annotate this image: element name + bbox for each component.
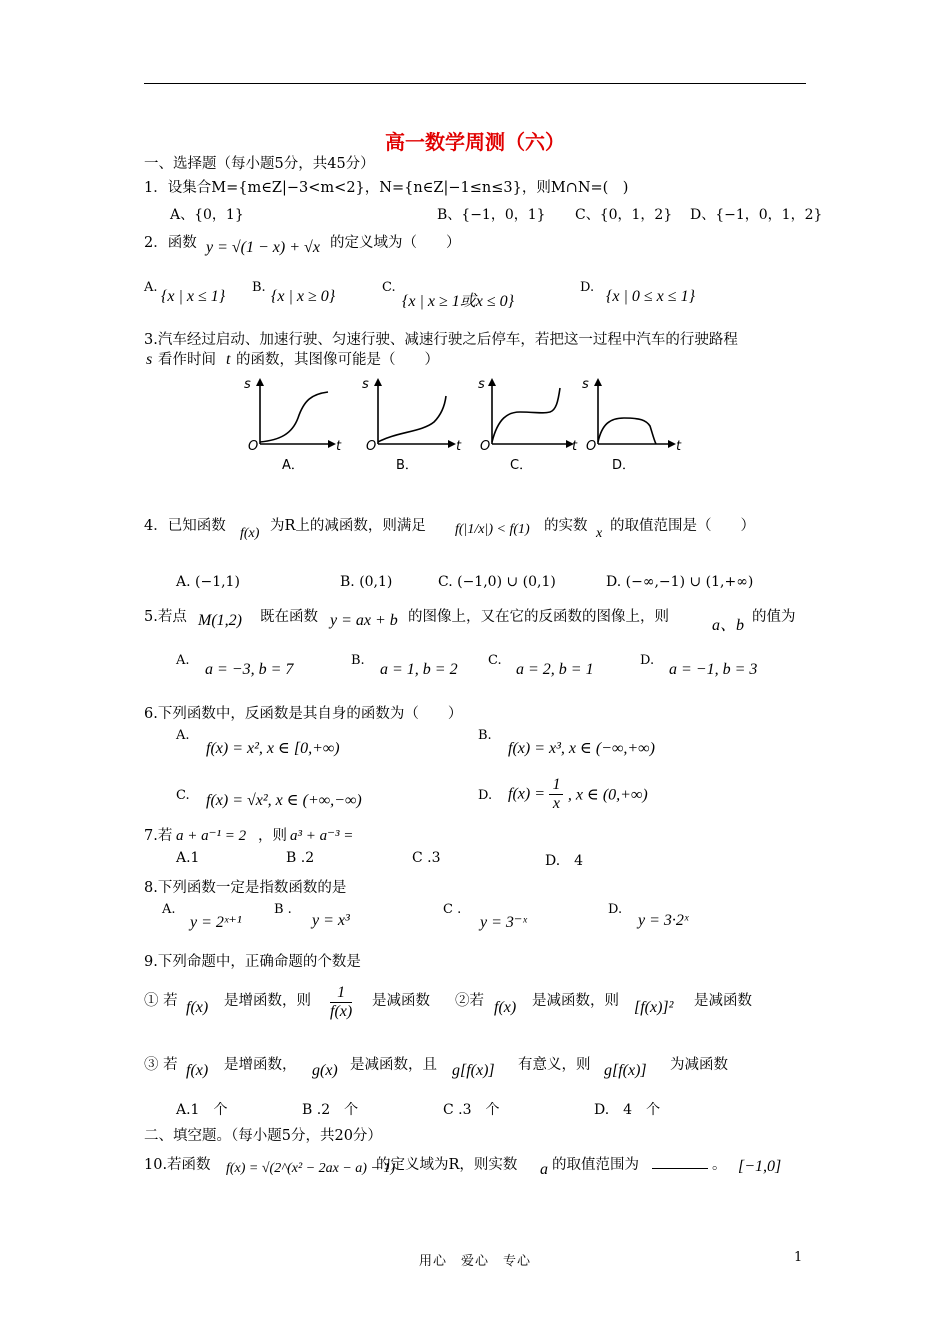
graph-a-label: A． (282, 458, 304, 473)
page-title: 高一数学周测（六） (385, 130, 565, 154)
question-1-option-a: A、{0，1} (170, 207, 244, 223)
question-9-option-a: A.1 个 (176, 1102, 228, 1118)
question-5-option-c: a = 2, b = 1 (516, 661, 594, 678)
question-8-label-d: D. (608, 902, 623, 917)
graph-b (362, 377, 462, 473)
question-1-option-b: B、{−1，0，1} (437, 207, 546, 223)
page-number: 1 (794, 1250, 803, 1265)
question-6-option-d-suffix: , x ∈ (0,+∞) (567, 786, 648, 804)
question-9-stem: 9.下列命题中，正确命题的个数是 (144, 954, 361, 970)
question-9-prop-3-e: 为减函数 (670, 1057, 728, 1073)
question-9-prop-1-c: 是减函数 (372, 993, 430, 1009)
question-6-label-a: A. (176, 728, 190, 743)
question-9-option-d: D. 4 个 (594, 1102, 661, 1118)
question-10-function: f(x) = √(2^(x² − 2ax − a) − 1) (226, 1161, 396, 1176)
question-9-prop-3-a: ③ 若 (144, 1057, 178, 1073)
question-7-option-a: A.1 (176, 850, 200, 866)
question-5-label-b: B. (351, 653, 365, 668)
question-6-option-a: f(x) = x², x ∈ [0,+∞) (206, 740, 340, 757)
graph-b-curve (378, 396, 446, 442)
question-1-option-c: C、{0，1，2} (575, 207, 673, 223)
graph-c (478, 377, 578, 473)
graph-a (244, 377, 342, 473)
graph-c-label: C． (510, 458, 533, 473)
page-footer: 用心 爱心 专心 (418, 1254, 531, 1269)
question-9-prop-3-fx: f(x) (186, 1062, 209, 1079)
graph-c-axis-s: s (478, 377, 485, 392)
question-9-prop-3-gf-2: g[f(x)] (604, 1062, 647, 1079)
question-7-condition: a + a⁻¹ = 2 (176, 828, 247, 844)
question-3-var-t: t (226, 351, 231, 368)
question-9-option-b: B .2 个 (302, 1102, 359, 1118)
question-8-label-c: C . (443, 902, 462, 917)
section-fill-heading: 二、填空题。（每小题5分，共20分） (144, 1128, 382, 1144)
question-6-label-d: D. (478, 788, 493, 803)
graph-a-curve (260, 392, 328, 442)
question-1-stem: 1．设集合M={m∈Z|−3<m<2}，N={n∈Z|−1≤n≤3}，则M∩N=( ) (144, 180, 629, 196)
graph-c-curve (492, 388, 560, 442)
graph-d-curve (598, 418, 656, 444)
graph-c-origin: O (480, 439, 491, 454)
question-9-prop-3-b: 是增函数， (224, 1057, 297, 1073)
question-5-label-d: D. (640, 653, 655, 668)
question-9-prop-2-a: ②若 (455, 993, 484, 1009)
question-9-prop-2-c: 是减函数 (694, 993, 752, 1009)
question-9-prop-3-d: 有意义，则 (518, 1057, 591, 1073)
graph-d-axis-s: s (582, 377, 589, 392)
question-10-answer-blank (652, 1154, 708, 1169)
question-2-option-c: {x | x ≥ 1或x ≤ 0} (402, 293, 515, 310)
question-10-var-a: a (540, 1161, 548, 1178)
question-9-prop-1-denominator: f(x) (330, 1003, 353, 1020)
question-4-option-b: B. (0,1) (340, 574, 393, 590)
question-9-prop-1-a: ① 若 (144, 993, 178, 1009)
question-4-var-x: x (596, 526, 603, 541)
question-4-function: f(x) (240, 526, 260, 541)
question-5-ab: a、b (712, 617, 745, 634)
question-8-option-b: y = x³ (312, 912, 350, 929)
question-3-line-2a: 看作时间 (158, 352, 216, 368)
question-9-prop-3-gx: g(x) (312, 1062, 338, 1079)
question-9-option-c: C .3 个 (443, 1102, 500, 1118)
graph-d-origin: O (586, 439, 597, 454)
question-2-stem-prefix: 2．函数 (144, 235, 197, 251)
question-5-function: y = ax + b (330, 612, 398, 629)
question-7-option-b: B .2 (286, 850, 315, 866)
question-9-prop-1-numerator: 1 (330, 984, 352, 1003)
question-8-option-c: y = 3⁻ˣ (480, 914, 527, 931)
graph-b-label: B． (396, 458, 418, 473)
question-2-option-a: {x | x ≤ 1} (161, 288, 226, 305)
question-4-stem-d: 的取值范围是（ ） (610, 518, 755, 534)
question-2-option-d: {x | 0 ≤ x ≤ 1} (606, 288, 695, 305)
question-4-stem-b: 为R上的减函数，则满足 (270, 518, 426, 534)
graph-b-origin: O (366, 439, 377, 454)
graph-c-axis-t: t (572, 439, 578, 454)
question-10-answer: [−1,0] (738, 1158, 782, 1175)
question-7-stem-b: ，则 (258, 828, 287, 844)
question-5-stem-b: 既在函数 (260, 609, 318, 625)
question-5-point: M(1,2) (198, 612, 242, 629)
question-4-option-a: A. (−1,1) (176, 574, 240, 590)
question-9-prop-2-fx: f(x) (494, 999, 517, 1016)
graph-a-origin: O (248, 439, 259, 454)
graph-a-axis-s: s (244, 377, 251, 392)
question-7-option-c: C .3 (412, 850, 441, 866)
question-5-option-d: a = −1, b = 3 (669, 661, 758, 678)
question-6-option-d-denominator: x (552, 795, 560, 812)
question-8-label-a: A. (162, 902, 176, 917)
question-2-label-d: D. (580, 280, 595, 295)
question-6-option-d-numerator: 1 (549, 776, 563, 795)
section-choice-heading: 一、选择题（每小题5分，共45分） (144, 156, 375, 172)
graph-b-axis-s: s (362, 377, 369, 392)
question-5-label-a: A. (176, 653, 190, 668)
question-2-label-a: A. (144, 280, 158, 295)
question-6-option-b: f(x) = x³, x ∈ (−∞,+∞) (508, 740, 655, 757)
question-5-label-c: C. (488, 653, 502, 668)
graph-d (582, 377, 682, 473)
question-10-stem-b: 的定义域为R，则实数 (376, 1157, 518, 1173)
question-10-stem-c: 的取值范围为 (552, 1157, 639, 1173)
question-2-option-b: {x | x ≥ 0} (271, 288, 336, 305)
question-2-formula: y = √(1 − x) + √x (206, 239, 320, 256)
question-8-option-a: y = 2ˣ⁺¹ (190, 914, 242, 931)
question-2-stem-suffix: 的定义域为（ ） (330, 235, 461, 251)
question-4-option-d: D. (−∞,−1) ∪ (1,+∞) (606, 574, 754, 590)
question-9-prop-1-fx: f(x) (186, 999, 209, 1016)
question-9-prop-1-b: 是增函数，则 (224, 993, 311, 1009)
question-5-stem-a: 5.若点 (144, 609, 187, 625)
question-5-stem-c: 的图像上，又在它的反函数的图像上，则 (408, 609, 669, 625)
header-rule (144, 83, 806, 84)
question-6-option-d-prefix: f(x) = (508, 785, 545, 803)
question-5-option-a: a = −3, b = 7 (205, 661, 294, 678)
question-6-label-b: B. (478, 728, 492, 743)
graph-d-axis-t: t (676, 439, 682, 454)
question-9-prop-3-c: 是减函数，且 (350, 1057, 437, 1073)
question-1-option-d: D、{−1，0，1，2} (690, 207, 823, 223)
question-8-stem: 8.下列函数一定是指数函数的是 (144, 880, 347, 896)
question-7-stem-a: 7.若 (144, 828, 173, 844)
question-9-prop-2-square: [f(x)]² (634, 999, 674, 1016)
question-2-label-b: B. (252, 280, 266, 295)
question-6-option-d (508, 776, 648, 813)
question-3-var-s: s (146, 351, 153, 368)
question-3-line-1: 3.汽车经过启动、加速行驶、匀速行驶、减速行驶之后停车，若把这一过程中汽车的行驶路程 (144, 332, 738, 348)
question-9-prop-3-gf-1: g[f(x)] (452, 1062, 495, 1079)
question-4-stem-a: 4．已知函数 (144, 518, 226, 534)
question-6-stem: 6.下列函数中，反函数是其自身的函数为（ ） (144, 706, 463, 722)
question-2-label-c: C. (382, 280, 396, 295)
question-3-graphs (236, 374, 696, 476)
question-6-label-c: C. (176, 788, 190, 803)
question-9-prop-2-b: 是减函数，则 (532, 993, 619, 1009)
question-4-stem-c: 的实数 (544, 518, 588, 534)
question-5-stem-d: 的值为 (752, 609, 796, 625)
question-6-option-c: f(x) = √x², x ∈ (+∞,−∞) (206, 792, 362, 809)
question-6-option-d-fraction (549, 776, 563, 813)
question-5-option-b: a = 1, b = 2 (380, 661, 458, 678)
question-9-prop-1-fraction (330, 984, 352, 1021)
question-4-inequality: f(|1/x|) < f(1) (455, 522, 530, 537)
question-7-option-d: D. 4 (545, 853, 584, 869)
question-8-option-d: y = 3·2ˣ (638, 912, 689, 929)
question-10-stem-d: 。 (712, 1157, 727, 1173)
question-4-option-c: C. (−1,0) ∪ (0,1) (438, 574, 556, 590)
graph-d-label: D． (612, 458, 636, 473)
graph-b-axis-t: t (456, 439, 462, 454)
question-3-line-2b: 的函数，其图像可能是（ ） (236, 352, 439, 368)
graph-a-axis-t: t (336, 439, 342, 454)
question-7-expression: a³ + a⁻³ = (290, 828, 354, 844)
question-10-stem-a: 10.若函数 (144, 1157, 211, 1173)
question-8-label-b: B . (274, 902, 292, 917)
